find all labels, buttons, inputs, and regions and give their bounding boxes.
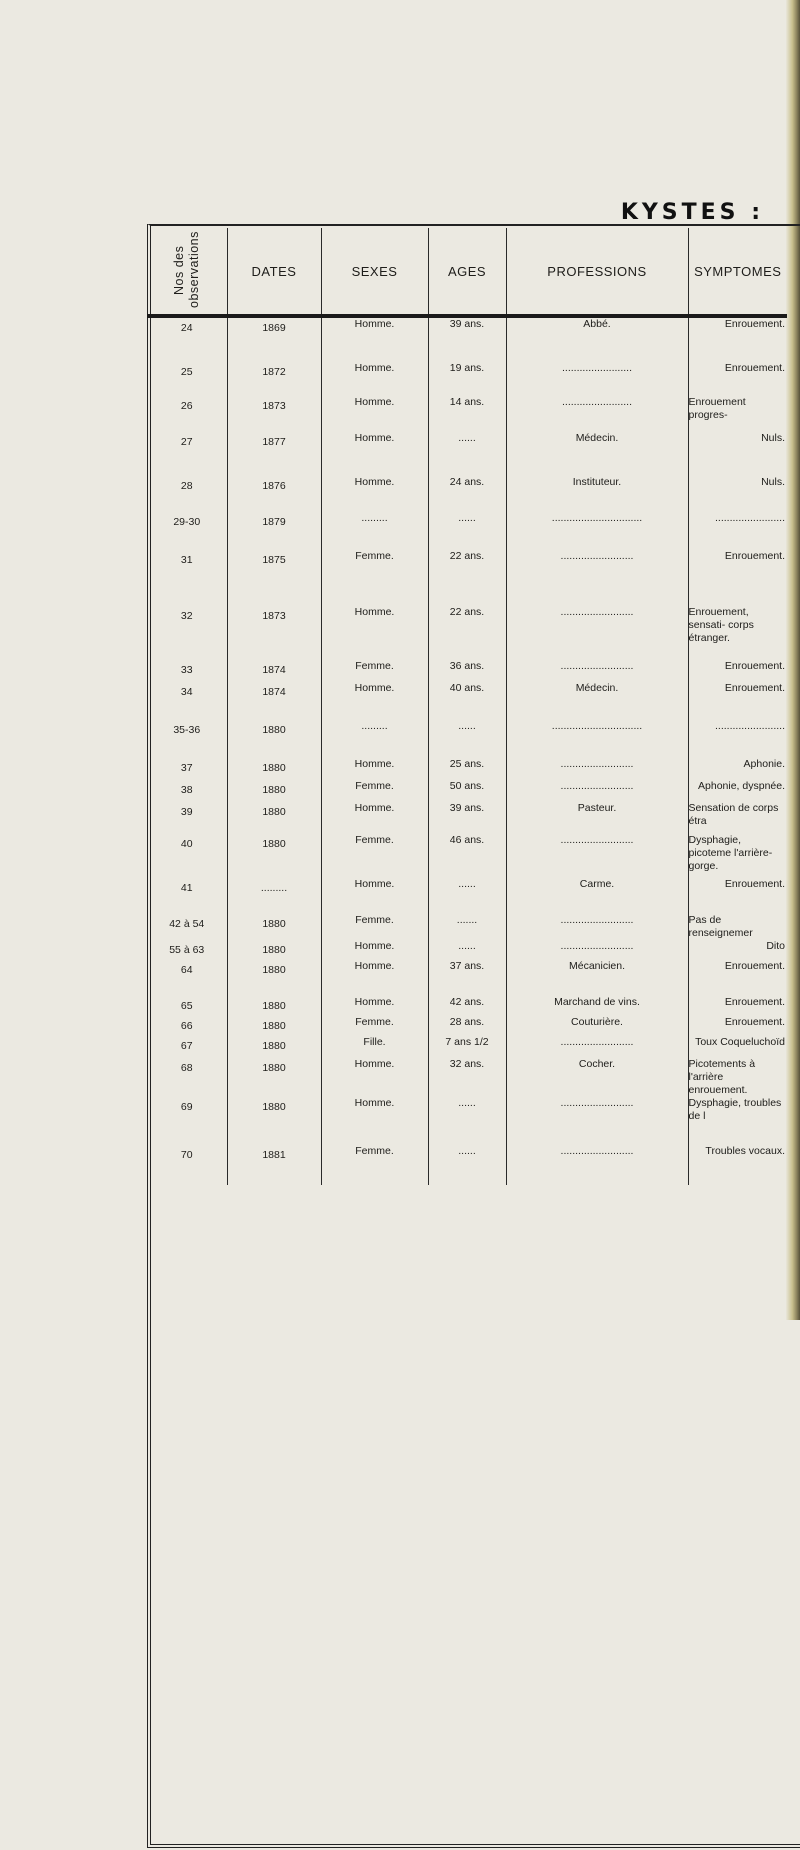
symptome-text: ........................ [714, 720, 785, 732]
cell-sexe: Femme. [321, 1016, 428, 1036]
cell-age: ...... [428, 878, 506, 914]
cell-date: 1880 [227, 1016, 321, 1036]
cell-date: 1880 [227, 960, 321, 996]
cell-date: 1874 [227, 682, 321, 720]
table-row [147, 550, 787, 606]
cell-profession: Pasteur. [506, 802, 688, 834]
cell-symptome [688, 550, 787, 606]
cell-observation: 25 [147, 362, 227, 396]
cell-age: ...... [428, 512, 506, 550]
symptome-text: Enrouement, sensati- corps étranger. [688, 606, 754, 644]
cell-symptome [688, 476, 787, 512]
cell-age: ...... [428, 940, 506, 960]
cell-observation: 68 [147, 1058, 227, 1097]
table-row [147, 512, 787, 550]
symptome-text: Enrouement. [724, 960, 785, 972]
cell-date: 1880 [227, 1036, 321, 1058]
cell-symptome [688, 1036, 787, 1058]
cell-date: 1880 [227, 802, 321, 834]
cell-profession: Médecin. [506, 682, 688, 720]
cell-observation: 26 [147, 396, 227, 432]
cell-date: 1879 [227, 512, 321, 550]
cell-date: 1873 [227, 396, 321, 432]
cell-symptome [688, 720, 787, 758]
cell-observation: 32 [147, 606, 227, 660]
cell-symptome [688, 682, 787, 720]
cell-observation: 66 [147, 1016, 227, 1036]
table-row [147, 1097, 787, 1145]
table-row [147, 960, 787, 996]
cell-date: 1872 [227, 362, 321, 396]
cell-observation: 29-30 [147, 512, 227, 550]
cell-observation: 28 [147, 476, 227, 512]
cell-symptome [688, 1016, 787, 1036]
cell-sexe: Homme. [321, 878, 428, 914]
table-row [147, 914, 787, 940]
cell-symptome [688, 606, 787, 660]
cell-observation: 27 [147, 432, 227, 476]
cell-date: 1876 [227, 476, 321, 512]
cell-profession: ......................... [506, 758, 688, 780]
cell-observation: 55 à 63 [147, 940, 227, 960]
cell-profession: ............................... [506, 720, 688, 758]
cell-symptome [688, 432, 787, 476]
cell-symptome [688, 758, 787, 780]
symptome-text: Enrouement. [724, 362, 785, 374]
symptome-text: Enrouement. [724, 996, 785, 1008]
cell-age: 50 ans. [428, 780, 506, 802]
cell-profession: ......................... [506, 1036, 688, 1058]
symptome-text: Nuls. [761, 476, 785, 488]
cell-symptome [688, 362, 787, 396]
cell-sexe: ......... [321, 512, 428, 550]
table-row [147, 878, 787, 914]
table-row [147, 396, 787, 432]
symptome-text: Enrouement. [724, 682, 785, 694]
symptome-text: Dysphagie, troubles de l [688, 1097, 782, 1122]
cell-profession: ......................... [506, 1097, 688, 1145]
symptome-text: Dito [766, 940, 785, 952]
cell-sexe: Femme. [321, 660, 428, 682]
symptome-text: Enrouement. [724, 660, 785, 672]
cell-age: 25 ans. [428, 758, 506, 780]
cell-profession: Mécanicien. [506, 960, 688, 996]
cell-profession: ........................ [506, 362, 688, 396]
cell-symptome [688, 834, 787, 878]
cell-age: 46 ans. [428, 834, 506, 878]
cell-profession: ......................... [506, 606, 688, 660]
cell-sexe: Homme. [321, 432, 428, 476]
cell-sexe: Homme. [321, 316, 428, 362]
table-row [147, 834, 787, 878]
cell-date: 1873 [227, 606, 321, 660]
cell-sexe: Homme. [321, 682, 428, 720]
cell-symptome [688, 960, 787, 996]
cell-symptome [688, 660, 787, 682]
cell-observation: 38 [147, 780, 227, 802]
cell-date: 1880 [227, 1097, 321, 1145]
cell-age: 39 ans. [428, 802, 506, 834]
cell-observation: 70 [147, 1145, 227, 1185]
symptome-text: Pas de renseignemer [688, 914, 753, 939]
cell-sexe: Homme. [321, 396, 428, 432]
cell-date: 1880 [227, 996, 321, 1016]
cell-profession: ........................ [506, 396, 688, 432]
cell-sexe: Femme. [321, 550, 428, 606]
cell-profession: Marchand de vins. [506, 996, 688, 1016]
cell-sexe: Homme. [321, 362, 428, 396]
cell-age: 14 ans. [428, 396, 506, 432]
cell-sexe: Homme. [321, 996, 428, 1016]
cell-profession: ......................... [506, 834, 688, 878]
cell-age: 36 ans. [428, 660, 506, 682]
cell-sexe: Femme. [321, 780, 428, 802]
cell-observation: 41 [147, 878, 227, 914]
table-row [147, 996, 787, 1016]
table-row [147, 758, 787, 780]
cell-date: 1880 [227, 780, 321, 802]
table-body [147, 316, 787, 1185]
table-row [147, 316, 787, 362]
cell-observation: 67 [147, 1036, 227, 1058]
cell-age: 32 ans. [428, 1058, 506, 1097]
table-row [147, 780, 787, 802]
cell-profession: ......................... [506, 914, 688, 940]
cell-observation: 65 [147, 996, 227, 1016]
cell-sexe: ......... [321, 720, 428, 758]
cell-sexe: Femme. [321, 1145, 428, 1185]
cell-profession: Carme. [506, 878, 688, 914]
running-title: KYSTES : [620, 200, 764, 225]
cell-symptome [688, 512, 787, 550]
cell-date: 1880 [227, 834, 321, 878]
header-row [147, 228, 787, 316]
symptome-text: Toux Coqueluchoïd [695, 1036, 785, 1048]
cell-age: ...... [428, 432, 506, 476]
table-row [147, 682, 787, 720]
cell-date: 1875 [227, 550, 321, 606]
cell-age: ...... [428, 1145, 506, 1185]
cell-age: 7 ans 1/2 [428, 1036, 506, 1058]
cell-observation: 34 [147, 682, 227, 720]
symptome-text: Enrouement. [724, 1016, 785, 1028]
cell-observation: 39 [147, 802, 227, 834]
cell-sexe: Femme. [321, 914, 428, 940]
cell-age: 22 ans. [428, 550, 506, 606]
cell-profession: Cocher. [506, 1058, 688, 1097]
table-row [147, 660, 787, 682]
cell-profession: Abbé. [506, 316, 688, 362]
cell-age: 24 ans. [428, 476, 506, 512]
cell-profession: ......................... [506, 1145, 688, 1185]
cell-observation: 31 [147, 550, 227, 606]
cell-observation: 64 [147, 960, 227, 996]
cell-sexe: Homme. [321, 802, 428, 834]
symptome-text: Picotements à l'arrière enrouement. [688, 1058, 756, 1096]
table-row [147, 1058, 787, 1097]
cell-date: 1869 [227, 316, 321, 362]
cell-sexe: Homme. [321, 758, 428, 780]
cell-profession: ......................... [506, 780, 688, 802]
cell-sexe: Homme. [321, 1058, 428, 1097]
cell-symptome [688, 802, 787, 834]
cell-symptome [688, 878, 787, 914]
observations-table [147, 228, 787, 1185]
header-professions: PROFESSIONS [506, 228, 688, 316]
cell-profession: ......................... [506, 550, 688, 606]
cell-observation: 42 à 54 [147, 914, 227, 940]
cell-age: 19 ans. [428, 362, 506, 396]
cell-symptome [688, 396, 787, 432]
cell-profession: Couturière. [506, 1016, 688, 1036]
symptome-text: ........................ [714, 512, 785, 524]
cell-profession: Médecin. [506, 432, 688, 476]
cell-sexe: Homme. [321, 960, 428, 996]
cell-age: 40 ans. [428, 682, 506, 720]
cell-observation: 37 [147, 758, 227, 780]
cell-age: 42 ans. [428, 996, 506, 1016]
cell-sexe: Homme. [321, 606, 428, 660]
cell-profession: ............................... [506, 512, 688, 550]
header-ages: AGES [428, 228, 506, 316]
cell-date: 1881 [227, 1145, 321, 1185]
cell-profession: Instituteur. [506, 476, 688, 512]
cell-age: 37 ans. [428, 960, 506, 996]
cell-profession: ......................... [506, 660, 688, 682]
cell-observation: 33 [147, 660, 227, 682]
symptome-text: Aphonie. [743, 758, 785, 770]
table-row [147, 476, 787, 512]
cell-observation: 35-36 [147, 720, 227, 758]
cell-symptome [688, 914, 787, 940]
cell-age: 22 ans. [428, 606, 506, 660]
header-sexes: SEXES [321, 228, 428, 316]
cell-sexe: Homme. [321, 476, 428, 512]
cell-symptome [688, 1145, 787, 1185]
header-dates: DATES [227, 228, 321, 316]
cell-age: ...... [428, 720, 506, 758]
cell-sexe: Femme. [321, 834, 428, 878]
cell-symptome [688, 1058, 787, 1097]
cell-date: 1880 [227, 720, 321, 758]
cell-date: 1880 [227, 940, 321, 960]
table-row [147, 606, 787, 660]
cell-age: ...... [428, 1097, 506, 1145]
table-row [147, 802, 787, 834]
cell-age: 39 ans. [428, 316, 506, 362]
table-row [147, 362, 787, 396]
cell-date: 1877 [227, 432, 321, 476]
table-row [147, 720, 787, 758]
header-symptomes: SYMPTOMES [688, 228, 787, 316]
cell-profession: ......................... [506, 940, 688, 960]
symptome-text: Enrouement progres- [688, 396, 746, 421]
table-row [147, 1016, 787, 1036]
symptome-text: Enrouement. [724, 550, 785, 562]
table-row [147, 940, 787, 960]
symptome-text: Aphonie, dyspnée. [698, 780, 785, 792]
cell-observation: 40 [147, 834, 227, 878]
cell-date: 1880 [227, 914, 321, 940]
symptome-text: Enrouement. [724, 878, 785, 890]
cell-symptome [688, 1097, 787, 1145]
cell-age: 28 ans. [428, 1016, 506, 1036]
symptome-text: Sensation de corps étra [688, 802, 779, 827]
cell-symptome [688, 940, 787, 960]
cell-observation: 69 [147, 1097, 227, 1145]
table-row [147, 432, 787, 476]
cell-observation: 24 [147, 316, 227, 362]
symptome-text: Dysphagie, picoteme l'arrière-gorge. [688, 834, 773, 872]
cell-date: 1880 [227, 1058, 321, 1097]
cell-sexe: Fille. [321, 1036, 428, 1058]
table-row [147, 1145, 787, 1185]
cell-symptome [688, 780, 787, 802]
table-row [147, 1036, 787, 1058]
symptome-text: Nuls. [761, 432, 785, 444]
cell-date: ......... [227, 878, 321, 914]
cell-sexe: Homme. [321, 1097, 428, 1145]
cell-date: 1880 [227, 758, 321, 780]
symptome-text: Troubles vocaux. [705, 1145, 785, 1157]
symptome-text: Enrouement. [724, 318, 785, 330]
cell-symptome [688, 316, 787, 362]
cell-symptome [688, 996, 787, 1016]
table-sheet [147, 224, 795, 1850]
cell-date: 1874 [227, 660, 321, 682]
cell-age: ....... [428, 914, 506, 940]
header-observations: Nos des observations [147, 228, 227, 316]
cell-sexe: Homme. [321, 940, 428, 960]
